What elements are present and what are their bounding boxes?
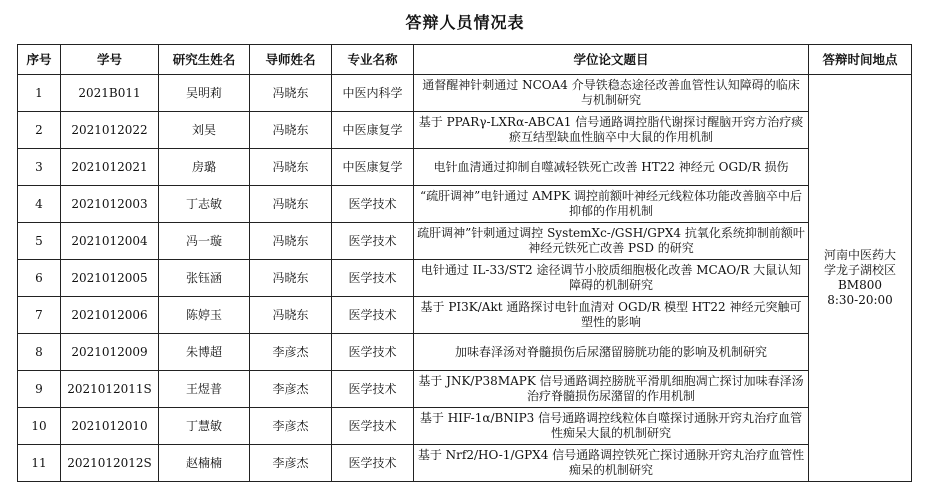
row-number: 8 [18,334,61,371]
student-name: 刘昊 [159,112,250,149]
header-cell: 导师姓名 [250,45,332,75]
student-name: 冯一璇 [159,223,250,260]
advisor-name: 李彦杰 [250,408,332,445]
thesis-title: 基于 Nrf2/HO-1/GPX4 信号通路调控铁死亡探讨通脉开窍丸治疗血管性痴呆的机制研究 [414,445,809,482]
student-id: 2021012011S [61,371,159,408]
table-row [18,223,912,260]
advisor-name: 李彦杰 [250,371,332,408]
major-name: 医学技术 [332,186,414,223]
thesis-title: 基于 PI3K/Akt 通路探讨电针血清对 OGD/R 模型 HT22 神经元突触可塑性的影响 [414,297,809,334]
venue-line: 河南中医药大 [823,248,896,262]
student-id: 2021012010 [61,408,159,445]
major-name: 医学技术 [332,445,414,482]
student-id: 2021012003 [61,186,159,223]
student-id: 2021012009 [61,334,159,371]
student-name: 朱博超 [159,334,250,371]
header-cell: 学号 [61,45,159,75]
thesis-title: 通督醒神针刺通过 NCOA4 介导铁稳态途径改善血管性认知障碍的临床与机制研究 [414,75,809,112]
header-cell: 专业名称 [332,45,414,75]
row-number: 1 [18,75,61,112]
row-number: 6 [18,260,61,297]
thesis-title: 基于 JNK/P38MAPK 信号通路调控膀胱平滑肌细胞凋亡探讨加味春泽汤治疗脊髓损伤尿潴留的作用机制 [414,371,809,408]
row-number: 7 [18,297,61,334]
thesis-title: 加味春泽汤对脊髓损伤后尿潴留膀胱功能的影响及机制研究 [414,334,809,371]
page-title: 答辩人员情况表 [405,13,525,32]
thesis-title: 基于 HIF-1α/BNIP3 信号通路调控线粒体自噬探讨通脉开窍丸治疗血管性痴呆大鼠的机制研究 [414,408,809,445]
student-id: 2021012006 [61,297,159,334]
advisor-name: 冯晓东 [250,149,332,186]
table-row [18,408,912,445]
major-name: 医学技术 [332,223,414,260]
row-number: 5 [18,223,61,260]
header-cell: 序号 [18,45,61,75]
thesis-title: 电针通过 IL-33/ST2 途径调节小胶质细胞极化改善 MCAO/R 大鼠认知障碍的机制研究 [414,260,809,297]
thesis-title: 疏肝调神”针刺通过调控 SystemXc-/GSH/GPX4 抗氧化系统抑制前额叶神经元铁死亡改善 PSD 的研究 [414,223,809,260]
major-name: 医学技术 [332,371,414,408]
student-name: 陈婷玉 [159,297,250,334]
advisor-name: 冯晓东 [250,112,332,149]
header-cell: 答辩时间地点 [809,45,912,75]
student-name: 吴明莉 [159,75,250,112]
student-name: 王煜普 [159,371,250,408]
student-name: 丁志敏 [159,186,250,223]
advisor-name: 冯晓东 [250,260,332,297]
table-row [18,112,912,149]
student-id: 2021012022 [61,112,159,149]
row-number: 2 [18,112,61,149]
header-cell: 研究生姓名 [159,45,250,75]
major-name: 医学技术 [332,260,414,297]
table-row [18,75,912,112]
advisor-name: 李彦杰 [250,334,332,371]
advisor-name: 冯晓东 [250,186,332,223]
row-number: 3 [18,149,61,186]
table-row [18,371,912,408]
row-number: 9 [18,371,61,408]
advisor-name: 冯晓东 [250,75,332,112]
thesis-title: 电针血清通过抑制自噬减轻铁死亡改善 HT22 神经元 OGD/R 损伤 [414,149,809,186]
student-id: 2021012021 [61,149,159,186]
major-name: 中医康复学 [332,149,414,186]
thesis-title: 基于 PPARγ-LXRα-ABCA1 信号通路调控脂代谢探讨醒脑开窍方治疗痰瘀互结型缺血性脑卒中大鼠的作用机制 [414,112,809,149]
defense-personnel-table [17,44,912,482]
major-name: 医学技术 [332,297,414,334]
student-id: 2021012004 [61,223,159,260]
table-row [18,260,912,297]
student-name: 赵楠楠 [159,445,250,482]
advisor-name: 冯晓东 [250,223,332,260]
thesis-title: “疏肝调神”电针通过 AMPK 调控前额叶神经元线粒体功能改善脑卒中后抑郁的作用机制 [414,186,809,223]
table-row [18,334,912,371]
defense-time-place [809,75,912,482]
student-id: 2021B011 [61,75,159,112]
major-name: 医学技术 [332,408,414,445]
table-row [18,186,912,223]
major-name: 中医康复学 [332,112,414,149]
row-number: 10 [18,408,61,445]
table-row [18,445,912,482]
header-cell: 学位论文题目 [414,45,809,75]
venue-time: 8:30-20:00 [827,293,893,307]
row-number: 4 [18,186,61,223]
major-name: 医学技术 [332,334,414,371]
venue-line: 学龙子湖校区 [823,263,896,277]
table-row [18,297,912,334]
table-row [18,149,912,186]
major-name: 中医内科学 [332,75,414,112]
advisor-name: 李彦杰 [250,445,332,482]
venue-room: BM800 [837,278,882,292]
header-row [18,45,912,75]
advisor-name: 冯晓东 [250,297,332,334]
student-name: 房璐 [159,149,250,186]
student-name: 丁慧敏 [159,408,250,445]
student-name: 张钰涵 [159,260,250,297]
student-id: 2021012005 [61,260,159,297]
row-number: 11 [18,445,61,482]
student-id: 2021012012S [61,445,159,482]
